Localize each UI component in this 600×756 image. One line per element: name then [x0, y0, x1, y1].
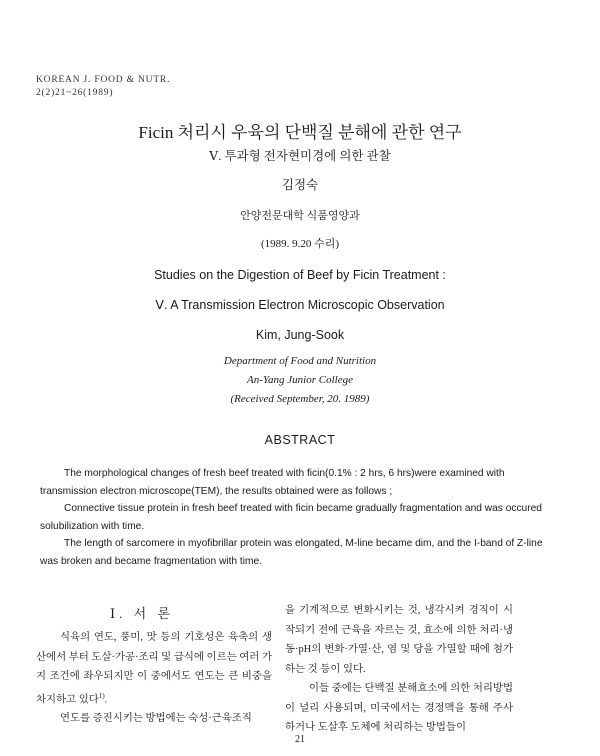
footnote-ref: 1) [98, 691, 105, 700]
korean-title: Ficin 처리시 우육의 단백질 분해에 관한 연구 [138, 123, 462, 142]
abstract-paragraph: The length of sarcomere in myofibrillar protein was elongated, M-line became dim, and the I-band of Z-line was broken and became fragmentation with time. [40, 538, 543, 567]
body-paragraph: 을 기계적으로 변화시키는 것, 냉각시켜 경직이 시작되기 전에 근육을 자르는 것, 효소에 의한 처리·냉동·pH의 변화·가열·산, 염 및 당을 가열할 때에 첨가하는 것 등이 있다. [285, 605, 513, 675]
journal-name: KOREAN J. FOOD & NUTR. [36, 75, 171, 85]
english-subtitle: Ⅴ. A Transmission Electron Microscopic Observation [155, 298, 445, 312]
abstract-paragraph: Connective tissue protein in fresh beef treated with ficin became gradually fragmentation and was occured solubilization with time. [40, 503, 542, 532]
korean-author: 김정숙 [281, 178, 319, 192]
english-received-date: (Received September, 20. 1989) [230, 393, 370, 405]
journal-volume: 2(2)21~26(1989) [36, 87, 114, 98]
korean-subtitle: Ⅴ. 투과형 전자현미경에 의한 관찰 [209, 149, 391, 163]
english-title: Studies on the Digestion of Beef by Ficin Treatment : [154, 268, 446, 282]
page-number: 21 [295, 734, 305, 745]
introduction-right-column [285, 601, 513, 738]
body-paragraph: 이들 중에는 단백질 분해효소에 의한 처리방법이 널리 사용되며, 미국에서는 경정맥을 통해 주사하거나 도살후 도체에 처리하는 방법들이 [285, 683, 513, 733]
journal-citation [36, 74, 170, 100]
english-department: Department of Food and Nutrition [223, 355, 377, 367]
korean-affiliation: 안양전문대학 식품영양과 [240, 210, 360, 222]
introduction-heading: Ⅰ. 서 론 [110, 606, 175, 621]
introduction-left-column [36, 628, 272, 729]
abstract-paragraph: The morphological changes of fresh beef treated with ficin(0.1% : 2 hrs, 6 hrs)were examined with transmission electron microscope(TEM), the results obtained were as follows ; [40, 468, 505, 497]
body-paragraph: 식육의 연도, 풍미, 맛 등의 기호성은 육축의 생산에서 부터 도살·가공·조리 및 급식에 이르는 여러 가지 조건에 좌우되지만 이 중에서도 연도는 큰 비중을 차지하고 있다$^{1)}$. [36, 632, 272, 705]
korean-received-date: (1989. 9.20 수리) [260, 238, 340, 250]
english-college: An-Yang Junior College [247, 374, 353, 386]
abstract-heading: ABSTRACT [264, 433, 336, 447]
body-text: 식육의 연도, 풍미, 맛 등의 기호성은 육축의 생산에서 부터 도살·가공·조리 및 급식에 이르는 여러 가지 조건에 좌우되지만 이 중에서도 연도는 큰 비중을 차지하고 있다 [36, 632, 272, 705]
body-paragraph: 연도를 증진시키는 방법에는 숙성·근육조직 [60, 713, 252, 725]
english-author: Kim, Jung-Sook [255, 328, 345, 342]
abstract-body [40, 465, 560, 570]
